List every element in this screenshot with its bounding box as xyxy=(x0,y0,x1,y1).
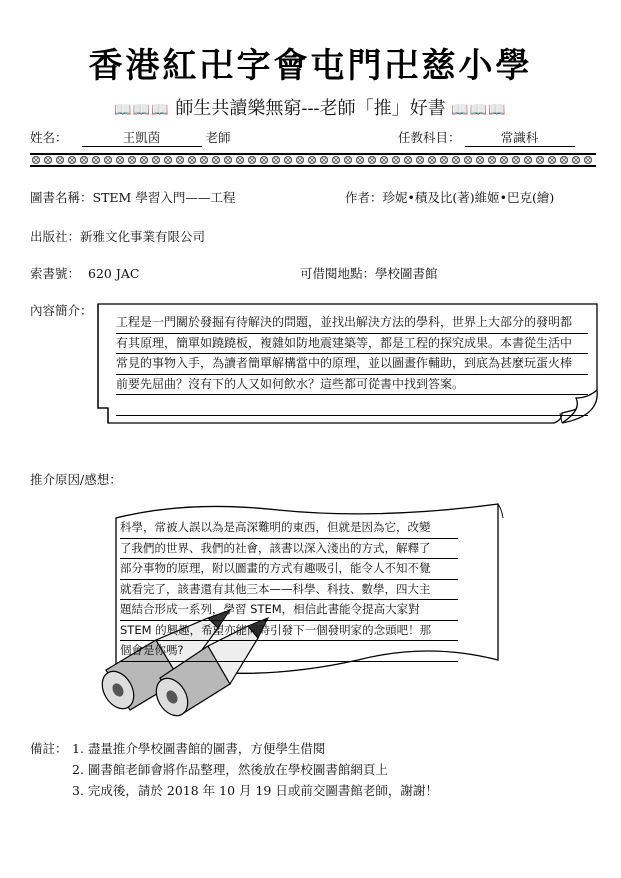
reason-label: 推介原因/感想： xyxy=(30,472,122,487)
author-value: 珍妮•積及比(著)維姬•巴克(繪) xyxy=(382,190,555,205)
author-field xyxy=(345,188,554,206)
reason-line: 題結合形成一系列，學習 STEM，相信此書能令提高大家對 xyxy=(120,600,458,621)
subtitle: 師生共讀樂無窮---老師「推」好書 xyxy=(175,98,446,119)
publisher-field xyxy=(30,227,205,245)
summary-line: 有其原理，簡單如蹺蹺板，複雜如防地震建築等，都是工程的探究成果。本書從生活中 xyxy=(116,334,588,355)
book-title-label: 圖書名稱： xyxy=(30,190,93,205)
summary-line: 前要先屈曲？沒有下的人又如何飲水？這些都可從書中找到答案。 xyxy=(116,375,588,396)
school-title: 香港紅卍字會屯門卍慈小學 xyxy=(88,46,533,86)
subtitle-row xyxy=(0,94,621,120)
location-value: 學校圖書館 xyxy=(375,266,438,281)
reason-line: 就看完了，該書還有其他三本——科學、科技、數學，四大主 xyxy=(120,580,458,601)
name-field xyxy=(30,128,231,147)
notes-label: 備註： xyxy=(30,741,68,756)
subject-field xyxy=(398,128,575,147)
divider-pattern xyxy=(30,153,596,167)
book-icons-left: 📖📖📖 xyxy=(114,102,170,118)
summary-line xyxy=(116,395,588,416)
reason-line: 科學，常被人誤以為是高深難明的東西，但就是因為它，改變 xyxy=(120,518,458,539)
subject-label: 任教科目： xyxy=(398,130,461,145)
reason-line: 個會是你嗎? xyxy=(120,641,458,662)
reason-text xyxy=(120,518,458,662)
summary-line: 工程是一門關於發掘有待解決的問題，並找出解決方法的學科，世界上大部分的發明都 xyxy=(116,313,588,334)
reason-line: STEM 的興趣，希望亦能同時引發下一個發明家的念頭吧！那 xyxy=(120,621,458,642)
summary-line: 常見的事物入手，為讀者簡單解構當中的原理，並以圖畫作輔助，到底為甚麼玩蛋火棒 xyxy=(116,354,588,375)
name-value: 王凱茵 xyxy=(82,128,202,147)
book-title-value: STEM 學習入門——工程 xyxy=(92,190,236,205)
decorative-divider xyxy=(30,153,596,167)
publisher-value: 新雅文化事業有限公司 xyxy=(80,229,206,244)
call-number-value: 620 JAC xyxy=(88,266,140,281)
name-label: 姓名： xyxy=(30,130,68,145)
publisher-label: 出版社： xyxy=(30,229,81,244)
note-item: 1. 盡量推介學校圖書館的圖書，方便學生借閱 xyxy=(72,741,326,756)
note-item: 3. 完成後，請於 2018 年 10 月 19 日或前交圖書館老師，謝謝！ xyxy=(72,783,438,798)
reason-line: 部分事物的原理，附以圖畫的方式有趣吸引，能令人不知不覺 xyxy=(120,559,458,580)
summary-text xyxy=(116,313,588,416)
book-title-field xyxy=(30,188,235,206)
location-field xyxy=(300,264,438,282)
location-label: 可借閱地點： xyxy=(300,266,376,281)
teacher-suffix: 老師 xyxy=(205,130,231,145)
call-number-field xyxy=(30,264,139,282)
author-label: 作者： xyxy=(345,190,383,205)
reason-line: 了我們的世界、我們的社會，該書以深入淺出的方式，解釋了 xyxy=(120,539,458,560)
summary-label: 內容簡介： xyxy=(30,303,93,318)
note-item: 2. 圖書館老師會將作品整理，然後放在學校圖書館網頁上 xyxy=(72,762,388,777)
subject-value: 常識科 xyxy=(465,128,575,147)
book-icons-right: 📖📖📖 xyxy=(451,102,507,118)
call-number-label: 索書號： xyxy=(30,266,81,281)
